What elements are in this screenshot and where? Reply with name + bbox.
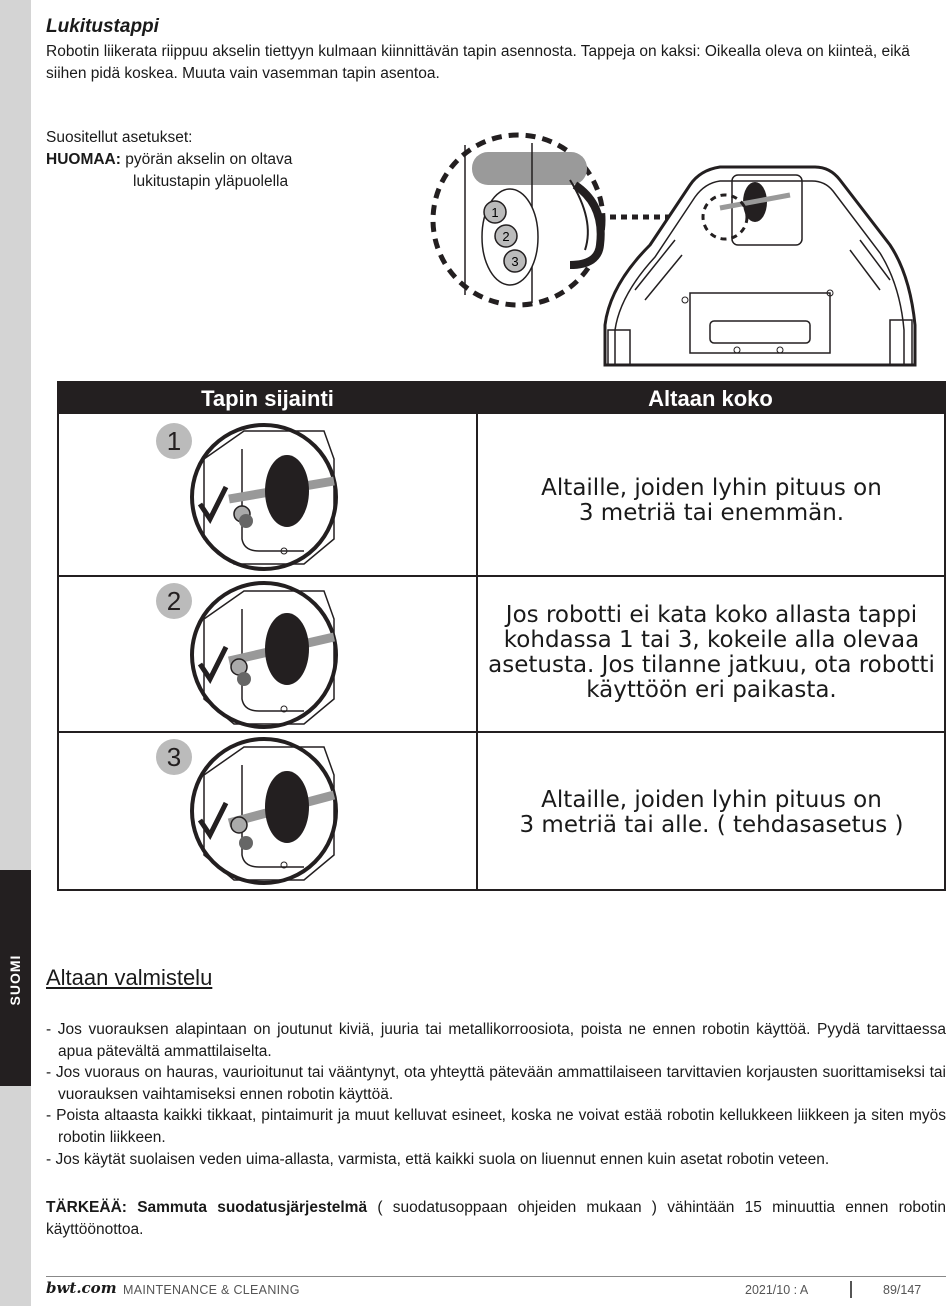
pin-label: 3 — [166, 742, 182, 772]
side-bar — [0, 0, 31, 1306]
pin-position-table — [57, 381, 946, 891]
footer-date: 2021/10 : A — [745, 1283, 809, 1297]
footer-divider — [46, 1276, 946, 1277]
note-line2: lukitustapin yläpuolella — [133, 173, 289, 190]
pin-2-diagram — [154, 579, 354, 731]
pin-label: 1 — [491, 205, 499, 220]
intro-text: Robotin liikerata riippuu akselin tiettyyn kulmaan kiinnittävän tapin asennosta. Tappeja on kaksi: Oikealla oleva on kiinteä, eikä siihen pidä koskea. Muuta vain vasemman tapin asentoa. — [46, 43, 910, 82]
pin-label: 3 — [511, 254, 519, 269]
pin-label: 2 — [166, 586, 182, 616]
recommended-label: Suositellut asetukset: — [46, 129, 193, 146]
important-rest-text: ( suodatusoppaan ohjeiden mukaan ) vähintään 15 minuuttia ennen robotin käyttöönottoa. — [46, 1199, 946, 1238]
language-tab-label: SUOMI — [7, 954, 23, 1006]
row3-text — [479, 788, 944, 838]
pin-label: 2 — [502, 229, 510, 244]
important-note — [46, 1197, 946, 1241]
row2-line1: Jos robotti ei kata koko allasta tappi — [505, 602, 918, 628]
footer-section-name: MAINTENANCE & CLEANING — [123, 1283, 300, 1297]
row1-line1: Altaille, joiden lyhin pituus on — [541, 475, 882, 501]
row3-line1: Altaille, joiden lyhin pituus on — [541, 787, 882, 813]
row-divider — [59, 731, 944, 733]
list-item: - Poista altaasta kaikki tikkaat, pintaimurit ja muut kelluvat esineet, koska ne voivat estää robotin kellukkeen liikkeen ja siten myös robotin liikkeen. — [46, 1107, 946, 1146]
header-pool-size: Altaan koko — [648, 386, 773, 411]
important-bold-text: Sammuta suodatusjärjestelmä — [137, 1199, 368, 1216]
pin-label: 1 — [166, 426, 182, 456]
robot-pin-illustration — [420, 125, 920, 370]
row2-text — [479, 603, 944, 703]
table-header — [59, 383, 944, 414]
column-divider — [476, 383, 478, 889]
row1-line2: 3 metriä tai enemmän. — [578, 500, 845, 526]
footer-separator — [850, 1281, 852, 1298]
list-item: - Jos vuoraus on hauras, vaurioitunut tai vääntynyt, ota yhteyttä pätevään ammattilaiseen tarvittavien korjausten suorittamiseksi tai vuorauksen vaihtamiseksi ennen robotin käyttöä. — [46, 1064, 946, 1103]
page-title: Lukitustappi — [46, 16, 159, 37]
pin-1-diagram — [154, 419, 354, 574]
list-item: - Jos käytät suolaisen veden uima-allasta, varmista, että kaikki suola on liuennut ennen kuin asetat robotin veteen. — [46, 1150, 830, 1168]
header-pin-position: Tapin sijainti — [201, 386, 334, 411]
row2-line4: käyttöön eri paikasta. — [586, 677, 837, 703]
pin-3-diagram — [154, 735, 354, 887]
important-label: TÄRKEÄÄ: — [46, 1199, 127, 1216]
note-row — [46, 149, 292, 171]
row-divider — [59, 575, 944, 577]
row2-line3: asetusta. Jos tilanne jatkuu, ota robotti — [488, 652, 935, 678]
row3-line2: 3 metriä tai alle. ( tehdasasetus ) — [519, 812, 904, 838]
row1-text — [479, 476, 944, 526]
section-heading: Altaan valmistelu — [46, 965, 213, 990]
note-line1: pyörän akselin on oltava — [125, 151, 293, 168]
note-label: HUOMAA: — [46, 151, 121, 168]
row2-line2: kohdassa 1 tai 3, kokeile alla olevaa — [503, 627, 920, 653]
list-item: - Jos vuorauksen alapintaan on joutunut kiviä, juuria tai metallikorroosiota, poista ne ennen robotin käyttöä. Pyydä tarvittaessa apua pätevältä ammattilaiselta. — [46, 1021, 946, 1060]
page-number: 89/147 — [883, 1283, 922, 1297]
preparation-list — [46, 1019, 946, 1170]
brand-logo: bwt.com — [46, 1279, 117, 1297]
